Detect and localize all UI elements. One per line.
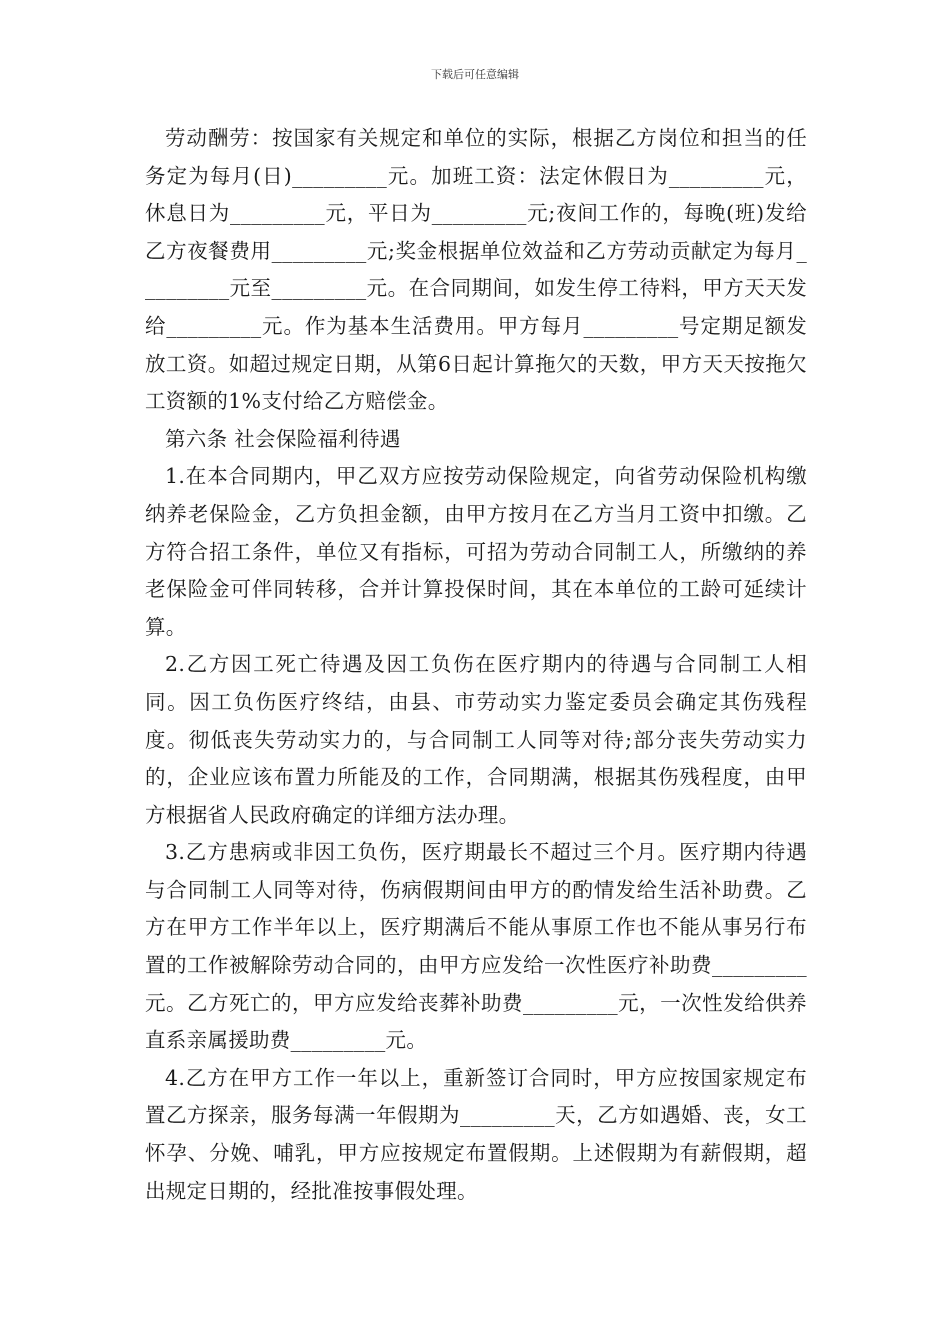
document-body bbox=[145, 120, 807, 1210]
page-header-note: 下载后可任意编辑 bbox=[431, 68, 519, 81]
paragraph-clause-1: 1.在本合同期内，甲乙双方应按劳动保险规定，向省劳动保险机构缴纳养老保险金，乙方负担金额，由甲方按月在乙方当月工资中扣缴。乙方符合招工条件，单位又有指标，可招为劳动合同制工人，所缴纳的养老保险金可伴同转移，合并计算投保时间，其在本单位的工龄可延续计算。 bbox=[145, 464, 807, 639]
paragraph-clause-4: 4.乙方在甲方工作一年以上，重新签订合同时，甲方应按国家规定布置乙方探亲，服务每满一年假期为_________天，乙方如遇婚、丧，女工怀孕、分娩、哺乳，甲方应按规定布置假期。上述假期为有薪假期，超出规定日期的，经批准按事假处理。 bbox=[145, 1065, 807, 1203]
paragraph-labor-remuneration: 劳动酬劳：按国家有关规定和单位的实际，根据乙方岗位和担当的任务定为每月(日)_________元。加班工资：法定休假日为_________元，休息日为_________元，平日为_________元;夜间工作的，每晚(班)发给乙方夜餐费用_________元;奖金根据单位效益和乙方劳动贡献定为每月_________元至_________元。在合同期间，如发生停工待料，甲方天天发给_________元。作为基本生活费用。甲方每月_________号定期足额发放工资。如超过规定日期，从第6日起计算拖欠的天数，甲方天天按拖欠工资额的1%支付给乙方赔偿金。 bbox=[145, 126, 807, 414]
section-heading-article-6: 第六条 社会保险福利待遇 bbox=[165, 426, 401, 451]
paragraph-clause-3: 3.乙方患病或非因工负伤，医疗期最长不超过三个月。医疗期内待遇与合同制工人同等对待，伤病假期间由甲方的酌情发给生活补助费。乙方在甲方工作半年以上，医疗期满后不能从事原工作也不能从事另行布置的工作被解除劳动合同的，由甲方应发给一次性医疗补助费_________元。乙方死亡的，甲方应发给丧葬补助费_________元，一次性发给供养直系亲属援助费_________元。 bbox=[145, 840, 807, 1053]
paragraph-clause-2: 2.乙方因工死亡待遇及因工负伤在医疗期内的待遇与合同制工人相同。因工负伤医疗终结，由县、市劳动实力鉴定委员会确定其伤残程度。彻低丧失劳动实力的，与合同制工人同等对待;部分丧失劳动实力的，企业应该布置力所能及的工作，合同期满，根据其伤残程度，由甲方根据省人民政府确定的详细方法办理。 bbox=[145, 652, 807, 827]
